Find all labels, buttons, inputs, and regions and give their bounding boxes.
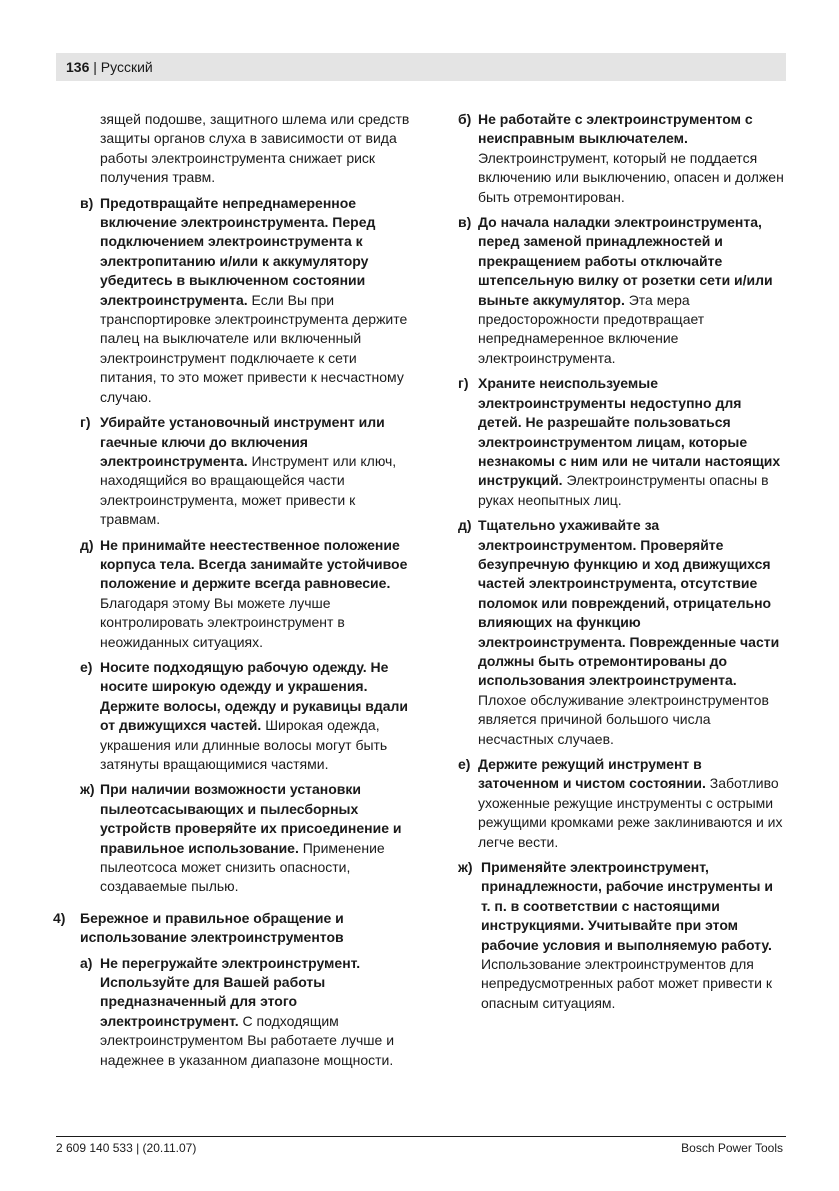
item-text: Инструмент или ключ, находящийся во вращающейся части электроинструмента, может привести к травмам. [100, 452, 397, 528]
item-text: Использование электроинструментов для непредусмотренных работ может привести к опасным ситуациям. [481, 956, 772, 1011]
item-text: Если Вы при транспортировке электроинструмента держите палец на выключателе или включенный электроинструмент подключаете к сети питания, то это может привести к несчастному случаю. [100, 291, 408, 405]
list-item [458, 755, 786, 852]
right-column [458, 110, 786, 1019]
list-item [80, 536, 410, 652]
item-bold-text: Не работайте с электроинструментом с неисправным выключателем. [478, 111, 753, 147]
page-number: 136 [66, 59, 90, 75]
item-bold-text: При наличии возможности установки пылеотсасывающих и пылесборных устройств проверяйте их присоединение и правильное использование. [100, 781, 402, 856]
item-marker: д) [458, 517, 472, 534]
item-bold-text: Убирайте установочный инструмент или гаечные ключи до включения электроинструмента. [100, 414, 385, 469]
item-text: Эта мера предосторожности предотвращает непреднамеренное включение электроинструмента. [478, 291, 705, 366]
item-marker: в) [80, 194, 94, 211]
item-bold-text: Храните неиспользуемые электроинструменты недоступно для детей. Не разрешайте пользоваться электроинструментом лицам, которые незнакомы с ним или не читали настоящих инструкций. [478, 375, 781, 489]
item-bold-text: До начала наладки электроинструмента, перед заменой принадлежностей и прекращением работы отключайте штепсельную вилку от розетки сети и/или выньте аккумулятор. [478, 214, 773, 308]
header-separator: | [89, 59, 101, 75]
item-text: Применение пылеотсоса может снизить опасности, создаваемые пылью. [100, 839, 385, 895]
list-item [80, 413, 410, 529]
item-bold-text: Не перегружайте электроинструмент. Используйте для Вашей работы предназначенный для этого электроинструмент. [100, 954, 361, 1029]
list-item [80, 658, 410, 774]
item-bold-text: Предотвращайте непреднамеренное включение электроинструмента. Перед подключением электроинструмента к электропитанию и/или к аккумулятору убедитесь в выключенном состоянии электроинструмента. [100, 194, 376, 308]
list-item [458, 374, 786, 510]
item-bold-text: Применяйте электроинструмент, принадлежности, рабочие инструменты и т. п. в соответствии с настоящими инструкциями. Учитывайте при этом рабочие условия и выполняемую работу. [481, 859, 774, 953]
item-text: Широкая одежда, украшения или длинные волосы могут быть затянуты вращающимися частями. [100, 717, 388, 772]
item-text: Благодаря этому Вы можете лучше контролировать электроинструмент в неожиданных ситуациях. [100, 594, 345, 650]
item-text: Заботливо ухоженные режущие инструменты с острыми режущими кромками реже заклиниваются и их легче вести. [478, 775, 783, 850]
item-bold-text: Держите режущий инструмент в заточенном и чистом состоянии. [478, 756, 706, 792]
list-item [80, 954, 410, 1070]
item-text: Электроинструмент, который не поддается включению или выключению, опасен и должен быть отремонтирован. [478, 149, 784, 205]
item-bold-text: Не принимайте неестественное положение корпуса тела. Всегда занимайте устойчивое положение и держите всегда равновесие. [100, 536, 408, 592]
language-label: Русский [100, 59, 153, 75]
left-column [53, 110, 410, 1076]
list-item [458, 213, 786, 368]
doc-number: 2 609 140 533 | (20.11.07) [56, 1141, 197, 1155]
footer-divider [56, 1136, 786, 1137]
header-bar [56, 53, 786, 81]
list-item [80, 194, 410, 407]
item-marker: д) [80, 536, 94, 553]
item-marker: ж) [80, 781, 95, 798]
page-header [66, 59, 153, 75]
item-text: Электроинструменты опасны в руках неопытных лиц. [478, 472, 769, 508]
item-marker: а) [80, 954, 93, 971]
item-bold-text: Тщательно ухаживайте за электроинструментом. Проверяйте безупречную функцию и ход движущихся частей электроинструмента, отсутствие поломок или повреждений, отрицательно влияющих на функцию электроинструмента. Поврежденные части должны быть отремонтированы до использования электроинструмента. [478, 517, 780, 689]
section-title: Бережное и правильное обращение и использование электроинструментов [80, 909, 344, 946]
item-marker: в) [458, 214, 472, 231]
item-marker: б) [458, 111, 472, 127]
item-text: Плохое обслуживание электроинструментов является причиной большого числа несчастных случаев. [478, 691, 769, 747]
item-marker: е) [80, 658, 93, 675]
item-marker: г) [458, 375, 469, 392]
list-item [458, 858, 786, 1013]
section-number: 4) [53, 909, 66, 926]
item-bold-text: Носите подходящую рабочую одежду. Не носите широкую одежду и украшения. Держите волосы, одежду и рукавицы вдали от движущихся частей. [100, 658, 408, 734]
list-item [458, 516, 786, 749]
brand-name: Bosch Power Tools [681, 1141, 783, 1155]
item-marker: е) [458, 756, 471, 772]
list-item [458, 110, 786, 207]
item-text: С подходящим электроинструментом Вы работаете лучше и надежнее в указанном диапазоне мощности. [100, 1012, 395, 1068]
item-marker: г) [80, 414, 91, 431]
section-heading [53, 909, 410, 948]
continued-paragraph: зящей подошве, защитного шлема или средств защиты органов слуха в зависимости от вида работы электроинструмента снижает риск получения травм. [100, 111, 410, 186]
list-item [80, 780, 410, 896]
item-marker: ж) [458, 859, 473, 876]
